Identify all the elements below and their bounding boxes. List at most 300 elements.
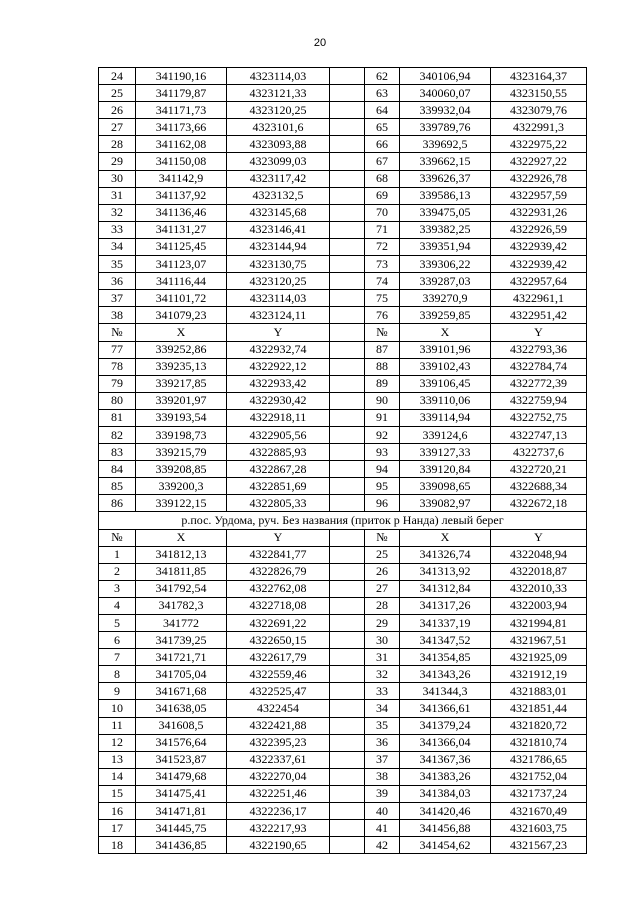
table-cell: 4323132,5 (227, 187, 330, 204)
table-cell: 4322688,34 (491, 478, 587, 495)
table-cell: 341101,72 (136, 290, 227, 307)
column-separator (330, 324, 365, 341)
column-separator (330, 153, 365, 170)
table-row (99, 170, 587, 187)
table-cell: 4323120,25 (227, 273, 330, 290)
table-cell: 4322793,36 (491, 341, 587, 358)
table-row (99, 187, 587, 204)
table-row (99, 546, 587, 563)
table-cell: 341445,75 (136, 820, 227, 837)
column-separator (330, 307, 365, 324)
table-cell: 4321786,65 (491, 751, 587, 768)
table-cell: 339124,6 (400, 426, 491, 443)
table-cell: 339114,94 (400, 409, 491, 426)
table-cell: 341705,04 (136, 666, 227, 683)
table-cell: 77 (99, 341, 136, 358)
table-cell: 37 (99, 290, 136, 307)
table-cell: 4322841,77 (227, 546, 330, 563)
table-cell: 341792,54 (136, 580, 227, 597)
table-row (99, 85, 587, 102)
column-separator (330, 649, 365, 666)
table-cell: 40 (365, 803, 400, 820)
table-cell: 4322918,11 (227, 409, 330, 426)
table-cell: 4321810,74 (491, 734, 587, 751)
table-row (99, 392, 587, 409)
table-cell: 17 (99, 820, 136, 837)
table-cell: 4322826,79 (227, 563, 330, 580)
table-cell: 4322805,33 (227, 495, 330, 512)
column-separator (330, 529, 365, 546)
column-separator (330, 444, 365, 461)
column-separator (330, 119, 365, 136)
table-cell: 4321670,49 (491, 803, 587, 820)
table-row (99, 837, 587, 854)
table-cell: 4322752,75 (491, 409, 587, 426)
table-cell: 31 (365, 649, 400, 666)
table-cell: 339102,43 (400, 358, 491, 375)
table-cell: 4322395,23 (227, 734, 330, 751)
table-cell: 67 (365, 153, 400, 170)
table-row (99, 444, 587, 461)
table-cell: 24 (99, 68, 136, 85)
table-cell: 341137,92 (136, 187, 227, 204)
table-row (99, 751, 587, 768)
table-cell: 339789,76 (400, 119, 491, 136)
table-row (99, 119, 587, 136)
table-cell: 65 (365, 119, 400, 136)
table-cell: 341116,44 (136, 273, 227, 290)
table-cell: 27 (99, 119, 136, 136)
table-row (99, 461, 587, 478)
table-cell: 4323150,55 (491, 85, 587, 102)
column-separator (330, 409, 365, 426)
table-cell: 4322759,94 (491, 392, 587, 409)
table-row (99, 136, 587, 153)
table-cell: 339215,79 (136, 444, 227, 461)
table-row (99, 238, 587, 255)
table-cell: 341131,27 (136, 221, 227, 238)
table-cell: 339287,03 (400, 273, 491, 290)
table-cell: 341079,23 (136, 307, 227, 324)
table-cell: 10 (99, 700, 136, 717)
column-separator (330, 563, 365, 580)
column-separator (330, 546, 365, 563)
table-cell: X (136, 324, 227, 341)
table-cell: 4322650,15 (227, 632, 330, 649)
table-cell: 4322961,1 (491, 290, 587, 307)
table-cell: 339193,54 (136, 409, 227, 426)
table-cell: 4322018,87 (491, 563, 587, 580)
table-cell: 87 (365, 341, 400, 358)
table-cell: 341347,52 (400, 632, 491, 649)
column-separator (330, 358, 365, 375)
table-cell: 94 (365, 461, 400, 478)
table-row (99, 597, 587, 614)
table-cell: 341383,26 (400, 768, 491, 785)
table-cell: 41 (365, 820, 400, 837)
table-cell: 4322190,65 (227, 837, 330, 854)
table-row (99, 68, 587, 85)
table-cell: 341608,5 (136, 717, 227, 734)
table-cell: 86 (99, 495, 136, 512)
table-cell: 339200,3 (136, 478, 227, 495)
table-cell: 339252,86 (136, 341, 227, 358)
column-separator (330, 375, 365, 392)
table-cell: 341811,85 (136, 563, 227, 580)
table-cell: 9 (99, 683, 136, 700)
table-cell: 339235,13 (136, 358, 227, 375)
table-row (99, 290, 587, 307)
table-cell: Y (227, 529, 330, 546)
table-cell: 42 (365, 837, 400, 854)
table-cell: № (365, 324, 400, 341)
column-separator (330, 666, 365, 683)
table-cell: 4322957,59 (491, 187, 587, 204)
table-cell: 12 (99, 734, 136, 751)
table-cell: 81 (99, 409, 136, 426)
table-row (99, 717, 587, 734)
table-cell: 4323145,68 (227, 204, 330, 221)
table-cell: 341638,05 (136, 700, 227, 717)
table-cell: 31 (99, 187, 136, 204)
table-cell: 4322975,22 (491, 136, 587, 153)
table-cell: 18 (99, 837, 136, 854)
table-row (99, 102, 587, 119)
table-row (99, 221, 587, 238)
table-cell: 73 (365, 256, 400, 273)
column-separator (330, 290, 365, 307)
column-separator (330, 221, 365, 238)
table-cell: 84 (99, 461, 136, 478)
table-cell: 4322932,74 (227, 341, 330, 358)
table-cell: 66 (365, 136, 400, 153)
table-cell: 4323079,76 (491, 102, 587, 119)
table-cell: 341123,07 (136, 256, 227, 273)
table-cell: 339475,05 (400, 204, 491, 221)
column-separator (330, 717, 365, 734)
table-cell: 341179,87 (136, 85, 227, 102)
table-cell: Y (491, 324, 587, 341)
table-cell: 341354,85 (400, 649, 491, 666)
table-cell: 34 (365, 700, 400, 717)
table-cell: 6 (99, 632, 136, 649)
table-cell: 4322270,04 (227, 768, 330, 785)
table-cell: 33 (99, 221, 136, 238)
table-cell: 63 (365, 85, 400, 102)
table-cell: 4323144,94 (227, 238, 330, 255)
table-cell: 78 (99, 358, 136, 375)
table-cell: 339101,96 (400, 341, 491, 358)
table-cell: 80 (99, 392, 136, 409)
table-cell: 4322930,42 (227, 392, 330, 409)
table-cell: 341313,92 (400, 563, 491, 580)
column-separator (330, 238, 365, 255)
table-cell: 4322762,08 (227, 580, 330, 597)
table-row (99, 273, 587, 290)
table-cell: 3 (99, 580, 136, 597)
column-separator (330, 597, 365, 614)
table-cell: 72 (365, 238, 400, 255)
table-cell: 95 (365, 478, 400, 495)
table-row (99, 683, 587, 700)
table-cell: № (99, 324, 136, 341)
column-separator (330, 256, 365, 273)
table-cell: 341384,03 (400, 785, 491, 802)
table-cell: 7 (99, 649, 136, 666)
table-cell: 4323093,88 (227, 136, 330, 153)
table-cell: 341317,26 (400, 597, 491, 614)
table-cell: 37 (365, 751, 400, 768)
table-cell: 339110,06 (400, 392, 491, 409)
table-cell: 341471,81 (136, 803, 227, 820)
table-cell: 75 (365, 290, 400, 307)
table-row (99, 615, 587, 632)
table-cell: 39 (365, 785, 400, 802)
table-cell: 79 (99, 375, 136, 392)
table-row (99, 307, 587, 324)
table-cell: 33 (365, 683, 400, 700)
table-row (99, 375, 587, 392)
table-row (99, 768, 587, 785)
table-cell: 4322672,18 (491, 495, 587, 512)
table-row (99, 358, 587, 375)
table-cell: X (400, 324, 491, 341)
table-cell: 4322691,22 (227, 615, 330, 632)
table-cell: 28 (99, 136, 136, 153)
table-cell: 2 (99, 563, 136, 580)
table-cell: 26 (365, 563, 400, 580)
table-cell: 4321603,75 (491, 820, 587, 837)
table-cell: 339270,9 (400, 290, 491, 307)
table-cell: 68 (365, 170, 400, 187)
table-cell: 4322951,42 (491, 307, 587, 324)
column-separator (330, 478, 365, 495)
table-row (99, 700, 587, 717)
column-separator (330, 751, 365, 768)
table-cell: 4322926,59 (491, 221, 587, 238)
table-cell: 341142,9 (136, 170, 227, 187)
table-cell: 341436,85 (136, 837, 227, 854)
table-cell: 30 (365, 632, 400, 649)
column-separator (330, 341, 365, 358)
table-cell: 4323121,33 (227, 85, 330, 102)
column-separator (330, 580, 365, 597)
column-separator (330, 700, 365, 717)
table-cell: 341344,3 (400, 683, 491, 700)
table-row (99, 478, 587, 495)
table-cell: 4322747,13 (491, 426, 587, 443)
table-cell: 341343,26 (400, 666, 491, 683)
column-separator (330, 426, 365, 443)
table-cell: 341721,71 (136, 649, 227, 666)
table-cell: 339259,85 (400, 307, 491, 324)
table-cell: 339932,04 (400, 102, 491, 119)
table-cell: 1 (99, 546, 136, 563)
table-cell: 341475,41 (136, 785, 227, 802)
table-cell: 4322851,69 (227, 478, 330, 495)
coordinates-table (98, 67, 587, 854)
table-cell: 341173,66 (136, 119, 227, 136)
table-cell: 4322939,42 (491, 238, 587, 255)
table-row (99, 666, 587, 683)
table-cell: 4323164,37 (491, 68, 587, 85)
table-cell: 339351,94 (400, 238, 491, 255)
table-cell: 341576,64 (136, 734, 227, 751)
table-cell: 4322337,61 (227, 751, 330, 768)
table-row (99, 649, 587, 666)
column-separator (330, 734, 365, 751)
table-cell: 14 (99, 768, 136, 785)
table-cell: 339098,65 (400, 478, 491, 495)
table-row (99, 256, 587, 273)
table-cell: 4322251,46 (227, 785, 330, 802)
table-cell: 4321752,04 (491, 768, 587, 785)
table-cell: 4322236,17 (227, 803, 330, 820)
table-cell: 341171,73 (136, 102, 227, 119)
table-cell: 25 (99, 85, 136, 102)
table-cell: 341312,84 (400, 580, 491, 597)
table-cell: 93 (365, 444, 400, 461)
table-cell: 4321967,51 (491, 632, 587, 649)
header-row (99, 529, 587, 546)
table-cell: 25 (365, 546, 400, 563)
table-cell: 4321912,19 (491, 666, 587, 683)
table-cell: № (99, 529, 136, 546)
column-separator (330, 187, 365, 204)
table-cell: 4323146,41 (227, 221, 330, 238)
table-row (99, 409, 587, 426)
column-separator (330, 392, 365, 409)
table-cell: 71 (365, 221, 400, 238)
table-cell: 64 (365, 102, 400, 119)
table-cell: 4322905,56 (227, 426, 330, 443)
table-cell: 4321737,24 (491, 785, 587, 802)
table-cell: 4322217,93 (227, 820, 330, 837)
table-cell: 4322010,33 (491, 580, 587, 597)
table-cell: 36 (365, 734, 400, 751)
table-cell: 90 (365, 392, 400, 409)
column-separator (330, 68, 365, 85)
table-cell: 339217,85 (136, 375, 227, 392)
table-cell: 13 (99, 751, 136, 768)
table-cell: 4322931,26 (491, 204, 587, 221)
table-cell: 341379,24 (400, 717, 491, 734)
table-cell: 341456,88 (400, 820, 491, 837)
section-caption-row (99, 512, 587, 529)
column-separator (330, 615, 365, 632)
table-cell: 341523,87 (136, 751, 227, 768)
table-cell: 341337,19 (400, 615, 491, 632)
column-separator (330, 85, 365, 102)
table-cell: 341366,61 (400, 700, 491, 717)
table-cell: № (365, 529, 400, 546)
table-cell: 4323114,03 (227, 290, 330, 307)
column-separator (330, 461, 365, 478)
table-cell: 36 (99, 273, 136, 290)
table-cell: 339382,25 (400, 221, 491, 238)
column-separator (330, 803, 365, 820)
table-cell: 340106,94 (400, 68, 491, 85)
table-cell: 32 (99, 204, 136, 221)
table-row (99, 820, 587, 837)
table-cell: 32 (365, 666, 400, 683)
header-row (99, 324, 587, 341)
table-cell: 339106,45 (400, 375, 491, 392)
table-cell: Y (491, 529, 587, 546)
table-cell: 38 (365, 768, 400, 785)
table-cell: 4322933,42 (227, 375, 330, 392)
table-cell: 28 (365, 597, 400, 614)
table-cell: 341479,68 (136, 768, 227, 785)
column-separator (330, 273, 365, 290)
table-cell: 74 (365, 273, 400, 290)
table-cell: 341367,36 (400, 751, 491, 768)
table-cell: 35 (365, 717, 400, 734)
table-cell: 339626,37 (400, 170, 491, 187)
table-cell: 4322737,6 (491, 444, 587, 461)
section-caption: р.пос. Урдома, руч. Без названия (приток р Нанда) левый берег (99, 512, 587, 529)
table-cell: 91 (365, 409, 400, 426)
table-cell: 4322927,22 (491, 153, 587, 170)
table-cell: 4322885,93 (227, 444, 330, 461)
table-cell: 34 (99, 238, 136, 255)
table-row (99, 204, 587, 221)
table-cell: 341150,08 (136, 153, 227, 170)
table-cell: 4321925,09 (491, 649, 587, 666)
table-cell: 4 (99, 597, 136, 614)
table-cell: 341772 (136, 615, 227, 632)
table-cell: 341366,04 (400, 734, 491, 751)
table-cell: 15 (99, 785, 136, 802)
table-row (99, 563, 587, 580)
table-cell: 341454,62 (400, 837, 491, 854)
table-cell: 29 (365, 615, 400, 632)
table-cell: 4322867,28 (227, 461, 330, 478)
column-separator (330, 170, 365, 187)
table-row (99, 734, 587, 751)
table-cell: 4323117,42 (227, 170, 330, 187)
table-cell: 38 (99, 307, 136, 324)
table-cell: 339586,13 (400, 187, 491, 204)
table-cell: 92 (365, 426, 400, 443)
table-cell: 69 (365, 187, 400, 204)
table-cell: 341812,13 (136, 546, 227, 563)
table-cell: 339662,15 (400, 153, 491, 170)
table-row (99, 426, 587, 443)
table-cell: 5 (99, 615, 136, 632)
table-cell: X (136, 529, 227, 546)
table-cell: 4321567,23 (491, 837, 587, 854)
table-cell: 4322525,47 (227, 683, 330, 700)
table-cell: 4323124,11 (227, 307, 330, 324)
table-cell: 4322718,08 (227, 597, 330, 614)
table-cell: 4323099,03 (227, 153, 330, 170)
table-cell: 341739,25 (136, 632, 227, 649)
table-cell: 341326,74 (400, 546, 491, 563)
table-row (99, 632, 587, 649)
table-cell: 4323101,6 (227, 119, 330, 136)
table-cell: 4321851,44 (491, 700, 587, 717)
column-separator (330, 837, 365, 854)
table-cell: 4322772,39 (491, 375, 587, 392)
table-cell: 341420,46 (400, 803, 491, 820)
table-cell: 8 (99, 666, 136, 683)
table-cell: 341782,3 (136, 597, 227, 614)
table-cell: 339692,5 (400, 136, 491, 153)
table-cell: X (400, 529, 491, 546)
table-cell: 4322720,21 (491, 461, 587, 478)
table-cell: 341162,08 (136, 136, 227, 153)
